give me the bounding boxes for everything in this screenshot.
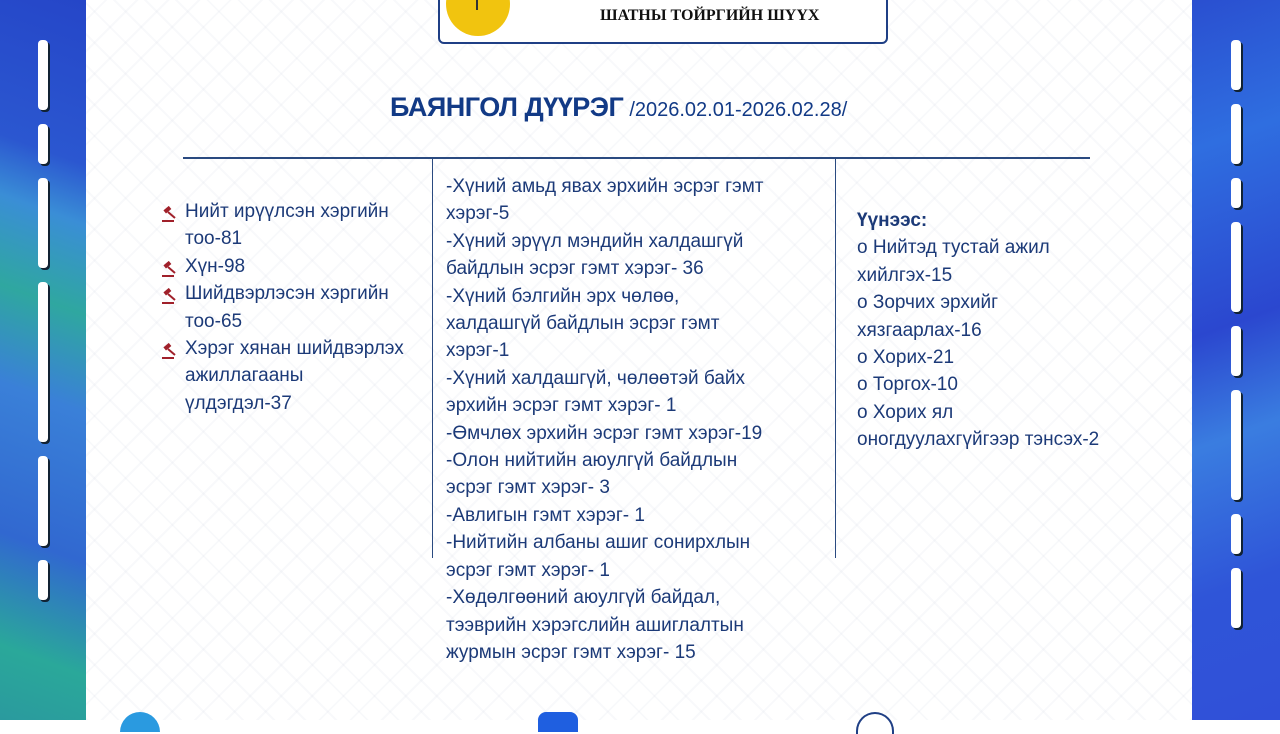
summary-column: [160, 198, 404, 417]
page-title: [390, 92, 847, 123]
summary-item: [160, 198, 404, 253]
left-decorative-bar: [0, 0, 86, 720]
social-icon[interactable]: [538, 712, 578, 732]
sentence-line: o Торгох-10: [857, 374, 958, 396]
column-divider: [432, 158, 433, 558]
crime-type-line: байдлын эсрэг гэмт хэрэг- 36: [446, 258, 704, 280]
summary-item-text: үлдэгдэл-37: [185, 392, 292, 414]
district-name: БАЯНГОЛ ДҮҮРЭГ: [390, 92, 624, 122]
mongolian-script-decoration: [1229, 40, 1243, 700]
sentence-line: o Зорчих эрхийг: [857, 292, 999, 314]
sentences-column: [857, 207, 1099, 454]
crime-type-line: эсрэг гэмт хэрэг- 1: [446, 559, 610, 581]
sentence-line: o Хорих ял: [857, 401, 954, 423]
sentence-line: o Нийтэд тустай ажил: [857, 237, 1050, 259]
summary-item-text: Нийт ирүүлсэн хэргийн: [185, 201, 389, 222]
court-emblem-logo: [446, 0, 510, 36]
sentence-line: хийлгэх-15: [857, 264, 953, 286]
summary-item-text: тоо-65: [185, 310, 243, 332]
mongolian-script-decoration: [36, 40, 50, 700]
crime-type-line: хэрэг-5: [446, 203, 510, 225]
crime-type-line: -Хөдөлгөөний аюулгүй байдал,: [446, 587, 721, 609]
report-period: /2026.02.01-2026.02.28/: [629, 99, 848, 121]
gavel-icon: [160, 340, 178, 356]
sentence-line: o Хорих-21: [857, 347, 955, 369]
crime-type-line: эрхийн эсрэг гэмт хэрэг- 1: [446, 395, 677, 417]
crime-type-line: халдашгүй байдлын эсрэг гэмт: [446, 313, 720, 335]
summary-item: [160, 280, 404, 335]
right-decorative-bar: [1192, 0, 1280, 720]
gavel-icon: [160, 258, 178, 274]
gavel-icon: [160, 285, 178, 301]
court-header-banner: [438, 0, 888, 44]
sentence-line: хязгаарлах-16: [857, 319, 982, 341]
gavel-icon: [160, 203, 178, 219]
banner-text: ШАТНЫ ТОЙРГИЙН ШҮҮХ: [600, 7, 820, 24]
summary-item-text: Хэрэг хянан шийдвэрлэх: [185, 338, 404, 360]
crime-type-line: -Хүний бэлгийн эрх чөлөө,: [446, 285, 680, 307]
crime-type-line: хэрэг-1: [446, 340, 510, 362]
summary-item-text: Хүн-98: [185, 255, 246, 277]
summary-item: [160, 253, 404, 280]
crime-type-line: эсрэг гэмт хэрэг- 3: [446, 477, 610, 499]
crime-type-line: -Хүний халдашгүй, чөлөөтэй байх: [446, 367, 746, 389]
crime-type-line: -Авлигын гэмт хэрэг- 1: [446, 504, 645, 526]
crime-type-line: -Хүний амьд явах эрхийн эсрэг гэмт: [446, 176, 764, 197]
crime-type-line: -Нийтийн албаны ашиг сонирхлын: [446, 532, 751, 554]
crime-type-line: журмын эсрэг гэмт хэрэг- 15: [446, 641, 696, 663]
crime-type-line: -Олон нийтийн аюулгүй байдлын: [446, 450, 738, 472]
summary-item-text: тоо-81: [185, 228, 243, 250]
column-divider: [835, 158, 836, 558]
crime-types-column: [446, 173, 764, 666]
crime-type-line: -Өмчлөх эрхийн эсрэг гэмт хэрэг-19: [446, 422, 763, 444]
summary-item-text: Шийдвэрлэсэн хэргийн: [185, 283, 389, 305]
sentences-heading: Үүнээс:: [857, 210, 928, 231]
crime-type-line: тээврийн хэрэгслийн ашиглалтын: [446, 614, 744, 636]
summary-item: [160, 335, 404, 417]
table-top-divider: [183, 157, 1090, 159]
crime-type-line: -Хүний эрүүл мэндийн халдашгүй: [446, 230, 744, 252]
summary-item-text: ажиллагааны: [185, 365, 304, 387]
sentence-line: оногдуулахгүйгээр тэнсэх-2: [857, 429, 1100, 451]
